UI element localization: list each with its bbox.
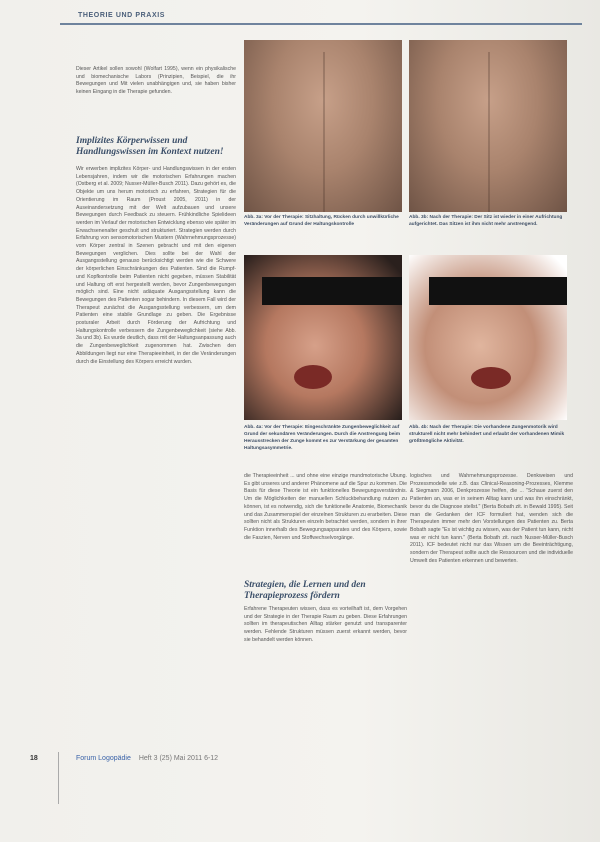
spine-line — [488, 52, 490, 212]
journal-footer — [76, 755, 218, 762]
eye-censor-bar — [262, 277, 402, 305]
journal-name: Forum Logopädie — [76, 755, 131, 762]
footer-divider — [58, 752, 59, 804]
caption-3a: Abb. 3a: Vor der Therapie: Sitzhaltung, Rücken durch unwillkürliche Veränderungen auf Grund der Haltungskontrolle — [244, 215, 399, 227]
subheading-implicit-knowledge: Implizites Körperwissen und Handlungswissen im Kontext nutzen! — [76, 136, 224, 157]
photo-face-after — [409, 255, 567, 420]
column-2-body-2: Erfahrene Therapeuten wissen, dass es vorteilhaft ist, dem Vorgehen und der Strategie in der Therapie Raum zu geben. Diese Erfahrungen sollten im therapeutischen Alltag stärker genutzt und transparenter werden. Fehlende Strukturen müssen zuerst erkannt werden, bevor sie behandelt werden können. — [244, 606, 407, 643]
photo-face-before — [244, 255, 402, 420]
eye-censor-bar — [429, 277, 567, 305]
mouth — [294, 365, 332, 389]
page-number: 18 — [30, 755, 38, 762]
caption-3b: Abb. 3b: Nach der Therapie: Der Sitz ist wieder in einer Aufrichtung aufgerichtet. Das Sitzen ist ihm nicht mehr anstrengend. — [409, 215, 563, 227]
column-3-body: logisches und Wahrnehmungsprozesse. Denkweisen und Prozessmodelle wie z.B. das Clinical-Reasoning-Prozesses, Klemme & Siegmann 2006, Denkprozesse helfen, die ... "Schaue zuerst den Patienten an, was er in seinem Alltag kann und was ihn einschränkt, bevor du die Diagnose stellst." (Berta Bobath zit. in Bewald 1995). Seit man die Gedanken der ICF formuliert hat, wenden sich die Therapeuten immer mehr den Vorstellungen des Patienten zu. Berta Bobath sagte "Es ist wichtig zu wissen, was der Patient tun kann, nicht was er nicht tun kann." (Berta Bobath zit. nach Nusser-Müller-Busch 2011). ICF bedeutet nicht nur das Wissen um die Beeinträchtigung, sondern der Therapeut sollte auch die Ressourcen und die individuelle Umwelt des Patienten erkennen und bewerten. — [410, 473, 573, 564]
section-header: THEORIE UND PRAXIS — [78, 12, 166, 19]
photo-back-after — [409, 40, 567, 212]
column-1-body: Wir erwerben implizites Körper- und Handlungswissen in der ersten Lebensjahren, indem wir die motorischen Erfahrungen machen (Ostberg et al. 2009; Nusser-Müller-Busch 2011). Dazu gehört es, die Objekte um uns herum motorisch zu erfahren, Strategien für die Orientierung im Raum (Proust 2005, 2011) in der Auseinandersetzung mit der Welt aufzubauen und unsere Bewegungen durch Feedback zu steuern. Frühkindliche Spielideen werden im Verlauf der motorischen Entwicklung ebenso wie später im Erwachsenenalter geschult und strukturiert. Strategien werden durch Erfahrung von sensomotorischen Mustern (Wahrnehmungsprozesse) vom Körper zentral in Szenen gebracht und mit den eigenen Bewegungen verglichen. Dies sollte bei der Wahl der Ausgangsstellung genauso berücksichtigt werden wie die Schwere der körperlichen Einschränkungen des Patienten. Sind die Rumpf- und Kopfkontrolle beim Patienten nicht gegeben, müssen Stabilität und Haltung oft erst hergestellt werden, bevor Zungenbewegungen möglich sind. Eine nicht adäquate Ausgangsstellung kann die Bewegungen des Patienten sogar behindern. In diesem Fall wird der Therapeut zunächst die Ausgangsstellung verbessern, um dem Patienten eine stabile Grundlage zu geben. Die Ergebnisse posturaler Arbeit durch Förderung der Aufrichtung und Haltungskontrolle verbessern die Zungenbeweglichkeit (siehe Abb. 3a und 3b). Es wurde deutlich, dass mit der Haltungsanpassung auch die Zungenbeweglichkeit zugenommen hat. Zwischen den Abbildungen liegt nur eine Therapieeinheit, in der die Veränderungen durch die Einstellung des Körpers erreicht wurden. — [76, 166, 236, 365]
mouth — [471, 367, 511, 389]
intro-text: Dieser Artikel sollen sowohl (Wolfart 1995), wenn ein physikalische und biomechanische Labors (Prinzipien, Beispiel, die ihr Bewegungen und Mit vielen unabhängigen und, sie haben bisher keinen Eingang in die Therapie gefunden. — [76, 66, 236, 96]
caption-4a: Abb. 4a: Vor der Therapie: Eingeschränkte Zungenbeweglichkeit auf Grund der sekundären Veränderungen. Durch die Anstrengung beim Herausstrecken der Zunge kommt es zur Verstärkung der gesamten Haltungsasymmetrie. — [244, 425, 401, 451]
subheading-strategies: Strategien, die Lernen und den Therapieprozess fördern — [244, 580, 366, 601]
caption-4b: Abb. 4b: Nach der Therapie: Die vorhandene Zungenmotorik wird strukturell nicht mehr behindert und erlaubt der vorhandenen Mimik größtmögliche Aktivität. — [409, 425, 565, 444]
spine-line — [323, 52, 325, 212]
header-divider — [60, 23, 582, 25]
photo-back-before — [244, 40, 402, 212]
issue-info: Heft 3 (25) Mai 2011 6-12 — [138, 755, 219, 762]
column-2-body: die Therapieeinheit ... und ohne eine einzige mundmotorische Übung. Es gibt unseres und anderer Phänomene auf die Spur zu kommen. Die Basis für diese Theorie ist ein funktionelles Bewegungsverständnis. Um die Möglichkeiten der manuellen Schluckbehandlung nutzen zu können, ist es notwendig, sich die funktionelle Anatomie, Biomechanik und das Zusammenspiel der einzelnen Strukturen zu erarbeiten. Diese sollten nicht als Strukturen einzeln betrachtet werden, sondern in ihrer Funktion innerhalb des Bewegungsapparates und des Körpers, sowie die Faszien, Nerven und Stoffwechselvorgänge. — [244, 473, 407, 541]
